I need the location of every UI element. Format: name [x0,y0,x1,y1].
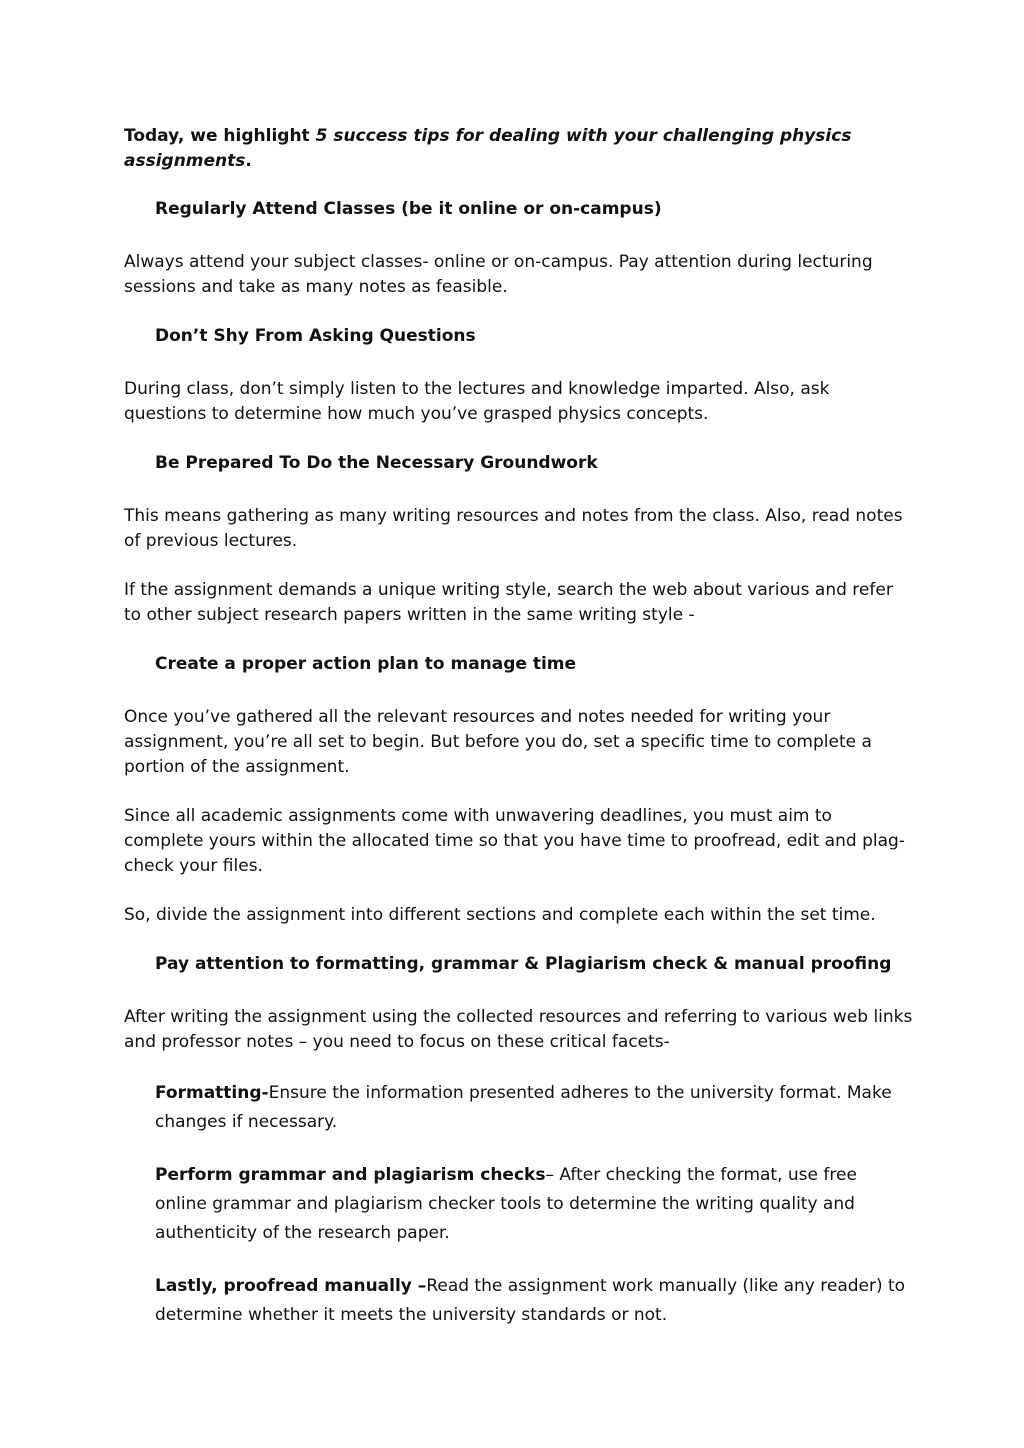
section-heading-attend-classes: Regularly Attend Classes (be it online or on-campus) [155,199,662,219]
intro-paragraph [124,124,914,174]
check-item-lead: Formatting- [155,1083,269,1103]
section-paragraph: This means gathering as many writing resources and notes from the class. Also, read notes of previous lectures. [124,506,903,551]
section-paragraph: So, divide the assignment into different sections and complete each within the set time. [124,905,876,925]
check-item-formatting [124,1079,914,1137]
section-paragraph: Always attend your subject classes- online or on-campus. Pay attention during lecturing sessions and take as many notes as feasible. [124,252,873,297]
intro-prefix: Today, we highlight [124,126,316,146]
check-item-proofread [124,1272,914,1330]
section-paragraph: After writing the assignment using the collected resources and referring to various web links and professor notes – you need to focus on these critical facets- [124,1007,913,1052]
section-paragraph: Once you’ve gathered all the relevant resources and notes needed for writing your assignment, you’re all set to begin. But before you do, set a specific time to complete a portion of the assignment. [124,707,872,777]
section-heading-action-plan: Create a proper action plan to manage time [155,654,577,674]
check-item-lead: Lastly, proofread manually – [155,1276,427,1296]
section-paragraph: Since all academic assignments come with unwavering deadlines, you must aim to complete yours within the allocated time so that you have time to proofread, edit and plag-check your files. [124,806,905,876]
check-item-lead: Perform grammar and plagiarism checks [155,1165,546,1185]
check-item-text: Ensure the information presented adheres to the university format. Make changes if necessary. [155,1083,892,1132]
section-heading-asking-questions: Don’t Shy From Asking Questions [155,326,476,346]
section-paragraph: During class, don’t simply listen to the lectures and knowledge imparted. Also, ask questions to determine how much you’ve grasped physics concepts. [124,379,830,424]
check-item-text: – After checking the format, use free online grammar and plagiarism checker tools to determine the writing quality and authenticity of the research paper. [155,1165,857,1243]
intro-suffix: . [245,151,252,171]
document-body [124,124,914,1330]
intro-emphasis: 5 success tips for dealing with your challenging physics assignments [124,126,852,171]
section-heading-formatting-grammar: Pay attention to formatting, grammar & Plagiarism check & manual proofing [155,954,892,974]
check-item-grammar-plagiarism [124,1161,914,1248]
section-heading-groundwork: Be Prepared To Do the Necessary Groundwork [155,453,598,473]
section-paragraph: If the assignment demands a unique writing style, search the web about various and refer to other subject research papers written in the same writing style - [124,580,893,625]
check-item-text: Read the assignment work manually (like any reader) to determine whether it meets the university standards or not. [155,1276,906,1325]
